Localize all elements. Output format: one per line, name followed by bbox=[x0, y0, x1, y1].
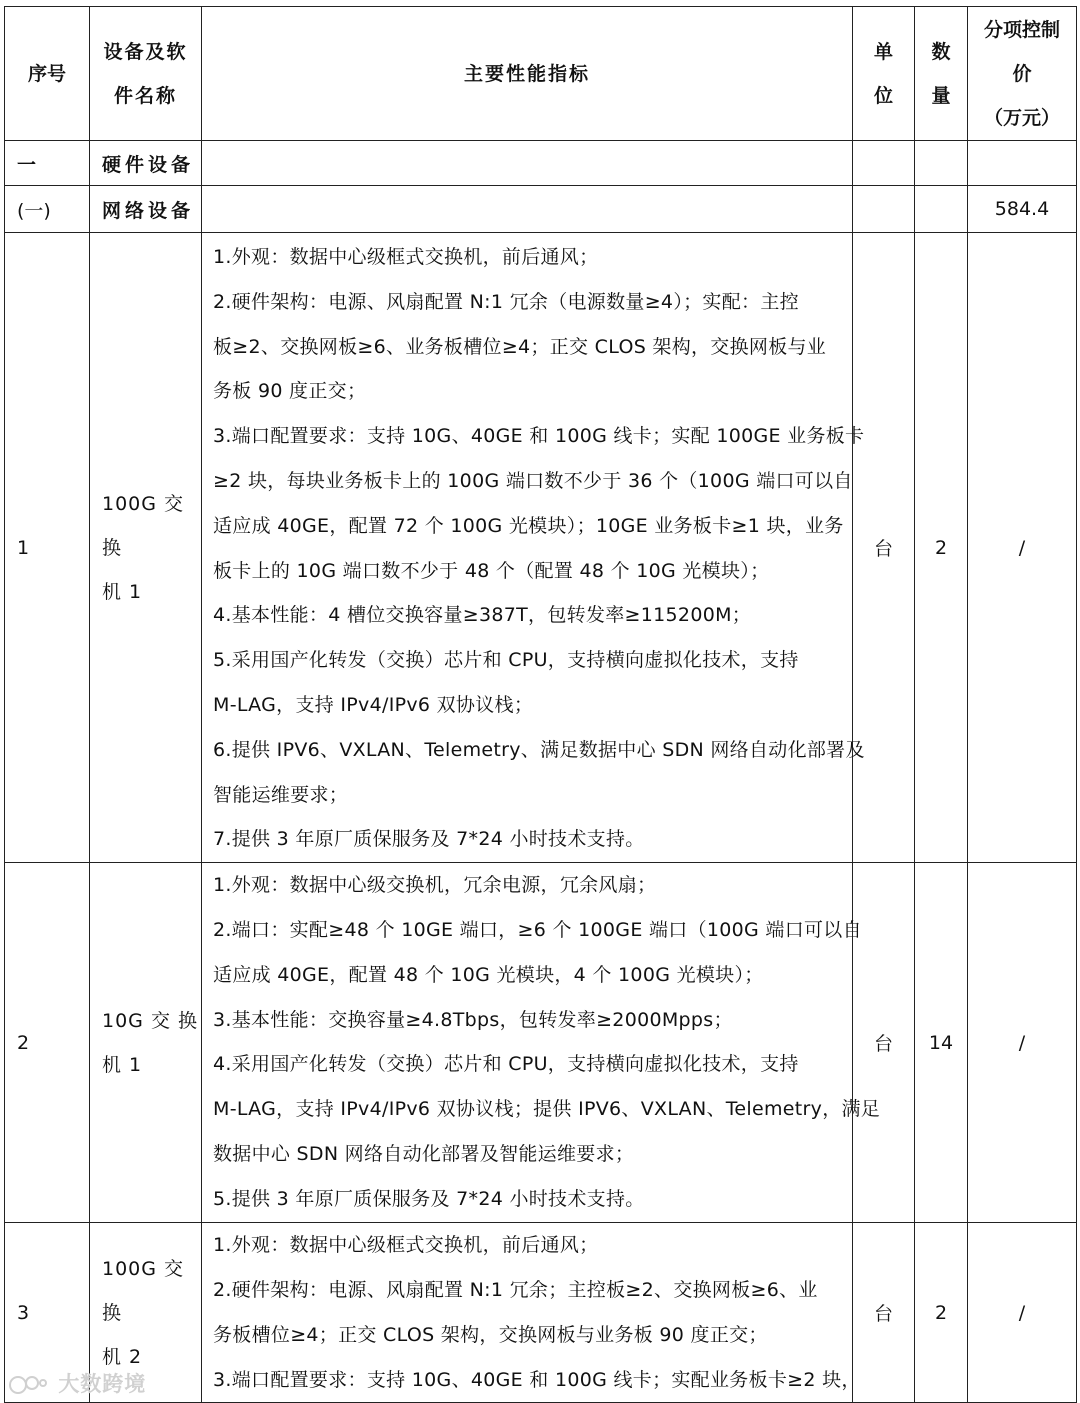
spec-line: 数据中心 SDN 网络自动化部署及智能运维要求； bbox=[213, 1142, 635, 1165]
section-hw-name: 硬件设备 bbox=[90, 141, 202, 186]
row-name-line1: 100G 交换 bbox=[102, 492, 185, 559]
section-net-name: 网络设备 bbox=[90, 186, 202, 233]
spec-line: 4.基本性能：4 槽位交换容量≥387T，包转发率≥115200M； bbox=[213, 604, 752, 627]
section-hw-qty bbox=[915, 141, 968, 186]
spec-line: M-LAG，支持 IPv4/IPv6 双协议栈；提供 IPV6、VXLAN、Telemetry，满足 bbox=[213, 1098, 881, 1121]
row-price: / bbox=[968, 233, 1077, 863]
spec-line: 务板槽位≥4；正交 CLOS 架构，交换网板与业务板 90 度正交； bbox=[213, 1323, 768, 1346]
row-name-line1: 100G 交换 bbox=[102, 1257, 185, 1324]
spec-line: 3.端口配置要求：支持 10G、40GE 和 100G 线卡；实配业务板卡≥2 块， bbox=[213, 1368, 861, 1391]
row-spec bbox=[202, 1223, 861, 1403]
header-unit-line2: 位 bbox=[873, 84, 893, 107]
header-no: 序号 bbox=[5, 7, 90, 141]
section-hw-spec bbox=[202, 141, 853, 186]
header-row bbox=[5, 7, 1077, 141]
spec-line: 4.采用国产化转发（交换）芯片和 CPU，支持横向虚拟化技术，支持 bbox=[213, 1053, 799, 1076]
spec-line: ≥2 块，每块业务板卡上的 100G 端口数不少于 36 个（100G 端口可以自 bbox=[213, 469, 853, 492]
row-name-line2: 机 2 bbox=[102, 1345, 143, 1368]
table-row bbox=[5, 863, 1077, 1223]
row-spec bbox=[202, 863, 881, 1223]
section-row-hardware bbox=[5, 141, 1077, 186]
row-unit: 台 bbox=[853, 1223, 915, 1403]
row-name-line1: 10G 交 换 bbox=[102, 1009, 198, 1032]
spec-line: 5.采用国产化转发（交换）芯片和 CPU，支持横向虚拟化技术，支持 bbox=[213, 649, 799, 672]
spec-line: 1.外观：数据中心级交换机，冗余电源，冗余风扇； bbox=[213, 874, 657, 897]
spec-line: 3.端口配置要求：支持 10G、40GE 和 100G 线卡；实配 100GE 业务板卡 bbox=[213, 425, 865, 448]
table-row bbox=[5, 1223, 1077, 1403]
spec-line: 7.提供 3 年原厂质保服务及 7*24 小时技术支持。 bbox=[213, 828, 645, 851]
spec-line: 1.外观：数据中心级框式交换机，前后通风； bbox=[213, 246, 599, 268]
header-price bbox=[968, 7, 1077, 141]
header-qty bbox=[915, 7, 968, 141]
section-net-spec bbox=[202, 186, 853, 233]
section-hw-unit bbox=[853, 141, 915, 186]
section-hw-no: 一 bbox=[5, 141, 90, 186]
spec-line: 5.提供 3 年原厂质保服务及 7*24 小时技术支持。 bbox=[213, 1187, 645, 1210]
row-price: / bbox=[968, 863, 1077, 1223]
row-qty: 14 bbox=[915, 863, 968, 1223]
section-row-network bbox=[5, 186, 1077, 233]
row-no: 2 bbox=[5, 863, 90, 1223]
header-qty-line1: 数 bbox=[931, 40, 951, 63]
section-net-unit bbox=[853, 186, 915, 233]
spec-line: 2.硬件架构：电源、风扇配置 N:1 冗余（电源数量≥4）；实配：主控 bbox=[213, 290, 799, 313]
table-row bbox=[5, 233, 1077, 863]
spec-line: 2.端口：实配≥48 个 10GE 端口，≥6 个 100GE 端口（100G 端口可以自 bbox=[213, 918, 862, 941]
spec-line: 务板 90 度正交； bbox=[213, 380, 367, 403]
spec-line: 板≥2、交换网板≥6、业务板槽位≥4；正交 CLOS 架构，交换网板与业 bbox=[213, 335, 827, 358]
row-qty: 2 bbox=[915, 233, 968, 863]
row-name bbox=[90, 863, 202, 1223]
spec-table bbox=[4, 6, 1077, 1403]
row-name-line2: 机 1 bbox=[102, 1053, 143, 1076]
spec-line: 适应成 40GE，配置 72 个 100G 光模块）；10GE 业务板卡≥1 块，业务 bbox=[213, 514, 844, 537]
header-unit bbox=[853, 7, 915, 141]
row-no: 1 bbox=[5, 233, 90, 863]
header-qty-line2: 量 bbox=[931, 84, 951, 107]
header-name-line2: 件名称 bbox=[113, 84, 177, 107]
spec-line: M-LAG，支持 IPv4/IPv6 双协议栈； bbox=[213, 693, 534, 716]
section-net-no: (一) bbox=[5, 186, 90, 233]
row-no: 3 bbox=[5, 1223, 90, 1403]
row-qty: 2 bbox=[915, 1223, 968, 1403]
spec-line: 3.基本性能：交换容量≥4.8Tbps，包转发率≥2000Mpps； bbox=[213, 1008, 733, 1031]
section-net-qty bbox=[915, 186, 968, 233]
header-price-line3: （万元） bbox=[983, 106, 1060, 129]
header-name bbox=[90, 7, 202, 141]
watermark bbox=[8, 1368, 146, 1398]
chat-bubble-icon bbox=[8, 1374, 50, 1396]
header-unit-line1: 单 bbox=[873, 40, 893, 63]
header-price-line1: 分项控制 bbox=[983, 18, 1060, 41]
row-spec bbox=[202, 233, 865, 863]
spec-line: 6.提供 IPV6、VXLAN、Telemetry、满足数据中心 SDN 网络自动化部署及 bbox=[213, 738, 865, 761]
row-price: / bbox=[968, 1223, 1077, 1403]
spec-line: 智能运维要求； bbox=[213, 783, 349, 806]
row-name bbox=[90, 233, 202, 863]
row-unit: 台 bbox=[853, 233, 915, 863]
spec-line: 1.外观：数据中心级框式交换机，前后通风； bbox=[213, 1234, 599, 1257]
row-name-line2: 机 1 bbox=[102, 580, 143, 603]
row-unit: 台 bbox=[853, 863, 915, 1223]
watermark-text: 大数跨境 bbox=[58, 1372, 147, 1396]
section-net-price: 584.4 bbox=[968, 186, 1077, 233]
spec-line: 板卡上的 10G 端口数不少于 48 个（配置 48 个 10G 光模块）； bbox=[213, 559, 770, 582]
spec-line: 适应成 40GE，配置 48 个 10G 光模块，4 个 100G 光模块）； bbox=[213, 963, 764, 986]
header-spec: 主要性能指标 bbox=[202, 7, 853, 141]
spec-line: 2.硬件架构：电源、风扇配置 N:1 冗余；主控板≥2、交换网板≥6、业 bbox=[213, 1278, 818, 1301]
header-name-line1: 设备及软 bbox=[103, 40, 188, 63]
section-hw-price bbox=[968, 141, 1077, 186]
header-price-line2: 价 bbox=[1012, 62, 1032, 85]
